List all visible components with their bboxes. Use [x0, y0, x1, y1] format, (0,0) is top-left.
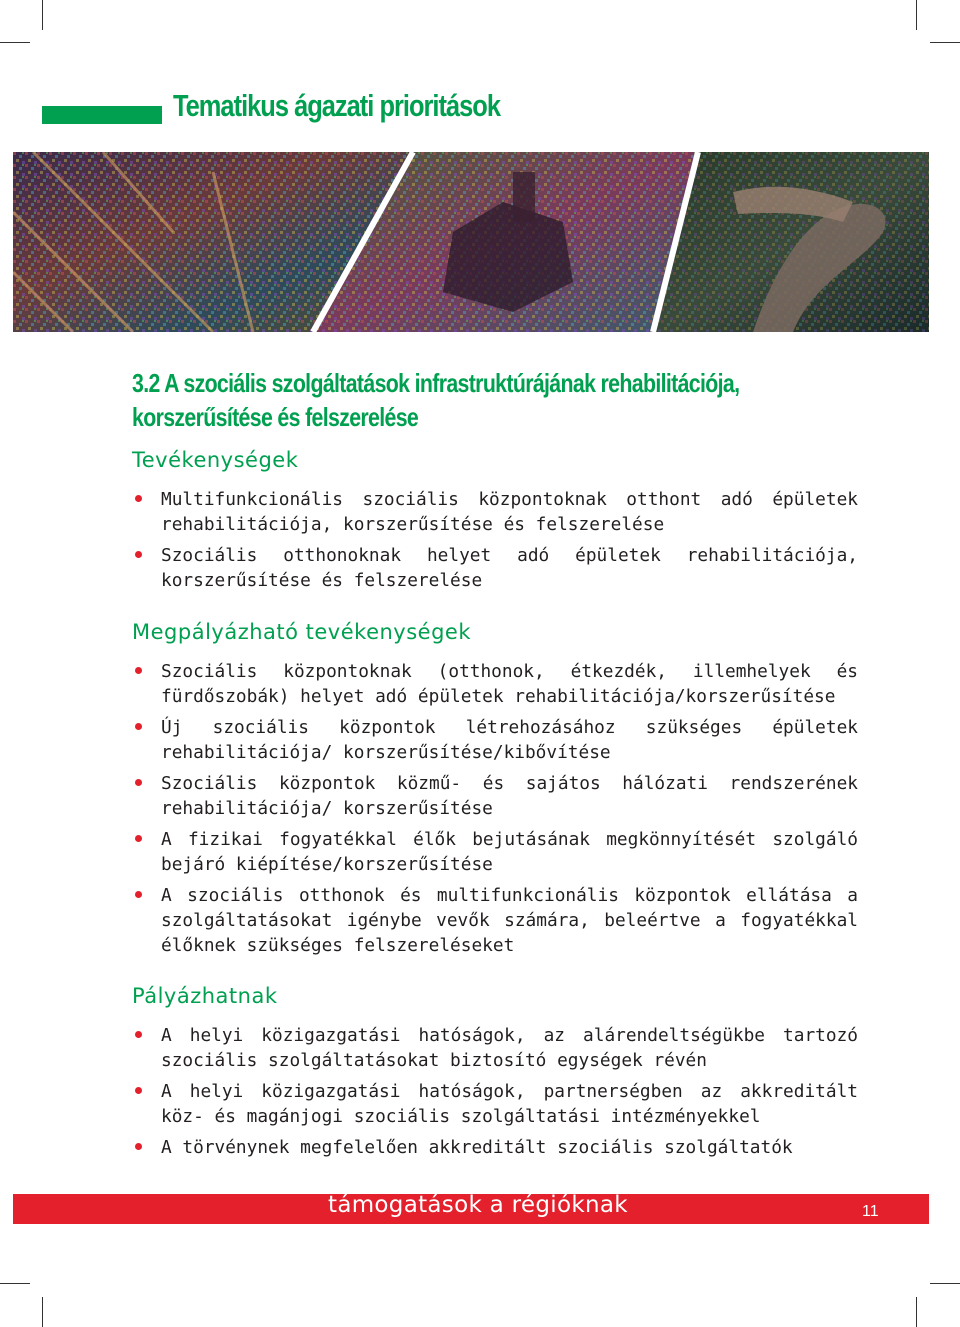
crop-mark [916, 1297, 917, 1327]
list-item: A törvénynek megfelelően akkreditált szociális szolgáltatók [132, 1135, 858, 1160]
list-item: A helyi közigazgatási hatóságok, az alárendeltségükbe tartozó szociális szolgáltatásokat biztosító egységek révén [132, 1023, 858, 1073]
page-title: Tematikus ágazati prioritások [173, 88, 500, 123]
list-item: Multifunkcionális szociális központoknak otthont adó épületek rehabilitációja, korszerűsítése és felszerelése [132, 487, 858, 537]
crop-mark [930, 1283, 960, 1284]
list-item: Szociális otthonoknak helyet adó épületek rehabilitációja, korszerűsítése és felszerelése [132, 543, 858, 593]
list-item: Szociális központok közmű- és sajátos hálózati rendszerének rehabilitációja/ korszerűsítése [132, 771, 858, 821]
list-item: A szociális otthonok és multifunkcionális központok ellátása a szolgáltatásokat igénybe vevők számára, beleértve a fogyatékkal élőknek szükséges felszereléseket [132, 883, 858, 958]
activities-list [132, 487, 858, 599]
eligible-activities-heading: Megpályázható tevékenységek [132, 620, 471, 644]
list-item: Új szociális központok létrehozásához szükséges épületek rehabilitációja/ korszerűsítése/kibővítése [132, 715, 858, 765]
crop-mark [0, 42, 30, 43]
list-item: A fizikai fogyatékkal élők bejutásának megkönnyítését szolgáló bejáró kiépítése/korszerűsítése [132, 827, 858, 877]
section-title: 3.2 A szociális szolgáltatások infrastruktúrájának rehabilitációja, korszerűsítése és felszerelése [132, 368, 740, 432]
page-number: 11 [862, 1203, 879, 1220]
activities-heading: Tevékenységek [132, 448, 299, 472]
crop-mark [42, 1297, 43, 1327]
crop-mark [916, 0, 917, 30]
applicants-heading: Pályázhatnak [132, 984, 278, 1008]
applicants-list [132, 1023, 858, 1166]
crop-mark [42, 0, 43, 30]
list-item: Szociális központoknak (otthonok, étkezdék, illemhelyek és fürdőszobák) helyet adó épületek rehabilitációja/korszerűsítése [132, 659, 858, 709]
photo-banner [13, 152, 929, 332]
list-item: A helyi közigazgatási hatóságok, partnerségben az akkreditált köz- és magánjogi szociális szolgáltatási intézményekkel [132, 1079, 858, 1129]
crop-mark [930, 42, 960, 43]
header-accent-bar [42, 106, 162, 124]
footer-text: támogatások a régióknak [328, 1192, 628, 1218]
crop-mark [0, 1283, 30, 1284]
eligible-activities-list [132, 659, 858, 964]
